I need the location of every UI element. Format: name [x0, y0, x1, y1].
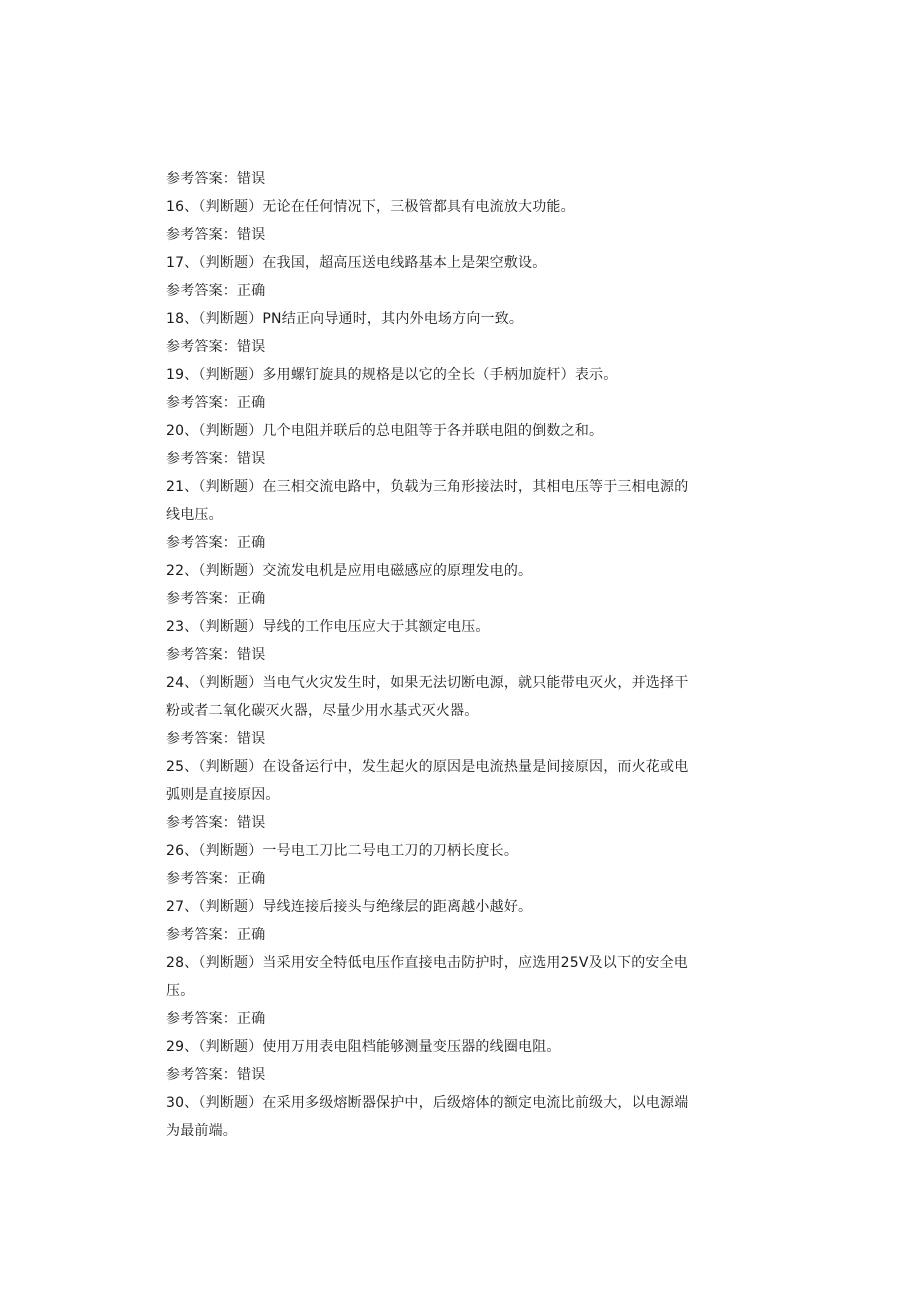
question-24-line-2: 粉或者二氧化碳灭火器，尽量少用水基式灭火器。 [166, 703, 479, 719]
question-23: 23、（判断题）导线的工作电压应大于其额定电压。 [166, 619, 490, 635]
answer-21: 参考答案：正确 [166, 535, 266, 551]
question-30-line-2: 为最前端。 [166, 1123, 237, 1139]
question-16: 16、（判断题）无论在任何情况下，三极管都具有电流放大功能。 [166, 199, 575, 215]
question-20: 20、（判断题）几个电阻并联后的总电阻等于各并联电阻的倒数之和。 [166, 423, 604, 439]
document-body [166, 165, 746, 1145]
question-27: 27、（判断题）导线连接后接头与绝缘层的距离越小越好。 [166, 899, 533, 915]
answer-20: 参考答案：错误 [166, 451, 266, 467]
answer-line: 参考答案：错误 [166, 171, 266, 187]
answer-19: 参考答案：正确 [166, 395, 266, 411]
question-28-line-2: 压。 [166, 983, 195, 999]
question-25-line-2: 弧则是直接原因。 [166, 787, 280, 803]
answer-16: 参考答案：错误 [166, 227, 266, 243]
question-29: 29、（判断题）使用万用表电阻档能够测量变压器的线圈电阻。 [166, 1039, 561, 1055]
question-21-line-2: 线电压。 [166, 507, 223, 523]
answer-27: 参考答案：正确 [166, 927, 266, 943]
answer-28: 参考答案：正确 [166, 1011, 266, 1027]
question-17: 17、（判断题）在我国，超高压送电线路基本上是架空敷设。 [166, 255, 547, 271]
question-25-line-1: 25、（判断题）在设备运行中，发生起火的原因是电流热量是间接原因，而火花或电 [166, 759, 689, 775]
question-22: 22、（判断题）交流发电机是应用电磁感应的原理发电的。 [166, 563, 533, 579]
answer-24: 参考答案：错误 [166, 731, 266, 747]
question-26: 26、（判断题）一号电工刀比二号电工刀的刀柄长度长。 [166, 843, 519, 859]
answer-18: 参考答案：错误 [166, 339, 266, 355]
question-24-line-1: 24、（判断题）当电气火灾发生时，如果无法切断电源，就只能带电灭火，并选择干 [166, 675, 689, 691]
question-30-line-1: 30、（判断题）在采用多级熔断器保护中，后级熔体的额定电流比前级大，以电源端 [166, 1095, 689, 1111]
question-18: 18、（判断题）PN结正向导通时，其内外电场方向一致。 [166, 311, 524, 327]
question-21-line-1: 21、（判断题）在三相交流电路中，负载为三角形接法时，其相电压等于三相电源的 [166, 479, 689, 495]
answer-22: 参考答案：正确 [166, 591, 266, 607]
answer-17: 参考答案：正确 [166, 283, 266, 299]
answer-26: 参考答案：正确 [166, 871, 266, 887]
answer-23: 参考答案：错误 [166, 647, 266, 663]
answer-29: 参考答案：错误 [166, 1067, 266, 1083]
question-19: 19、（判断题）多用螺钉旋具的规格是以它的全长（手柄加旋杆）表示。 [166, 367, 618, 383]
answer-25: 参考答案：错误 [166, 815, 266, 831]
question-28-line-1: 28、（判断题）当采用安全特低电压作直接电击防护时，应选用25V及以下的安全电 [166, 955, 689, 971]
